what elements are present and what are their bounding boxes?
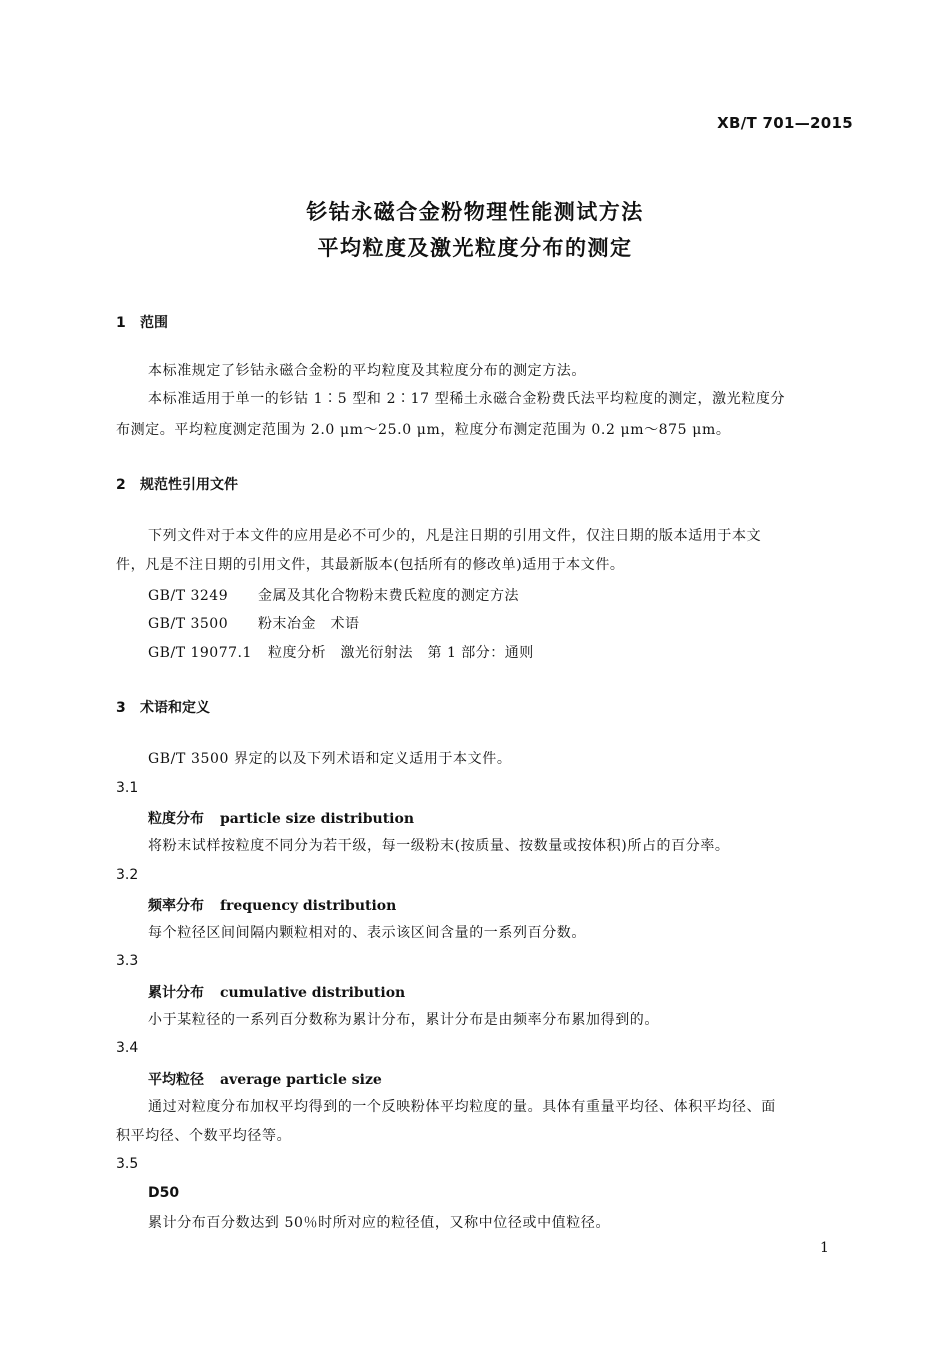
reference-item	[148, 642, 534, 662]
reference-item	[148, 585, 519, 605]
reference-code: GB/T 19077.1	[148, 645, 252, 661]
term-zh: 粒度分布	[148, 811, 204, 827]
section-2-paragraph-line-1: 下列文件对于本文件的应用是必不可少的，凡是注日期的引用文件，仅注日期的版本适用于本文	[148, 528, 762, 544]
section-title: 术语和定义	[140, 700, 210, 716]
term-heading	[148, 982, 405, 1002]
section-title: 范围	[140, 315, 168, 331]
reference-title: 金属及其化合物粉末费氏粒度的测定方法	[258, 588, 519, 604]
term-zh: D50	[148, 1185, 180, 1201]
reference-title: 粉末冶金 术语	[258, 616, 360, 632]
term-en: frequency distribution	[220, 898, 397, 914]
term-heading	[148, 808, 414, 828]
term-heading	[148, 1185, 179, 1201]
reference-item	[148, 613, 360, 633]
section-2-heading	[116, 474, 238, 494]
document-title-line2: 平均粒度及激光粒度分布的测定	[317, 236, 633, 260]
term-number: 3.2	[116, 867, 139, 883]
term-en: cumulative distribution	[220, 985, 406, 1001]
section-number: 2	[116, 477, 126, 493]
section-title: 规范性引用文件	[140, 477, 238, 493]
section-1-paragraph-1: 本标准规定了钐钴永磁合金粉的平均粒度及其粒度分布的测定方法。	[148, 363, 586, 379]
term-definition-line-1: 通过对粒度分布加权平均得到的一个反映粉体平均粒度的量。具体有重量平均径、体积平均径、面	[148, 1099, 776, 1115]
reference-code: GB/T 3249	[148, 588, 229, 604]
section-1-paragraph-2-line-1: 本标准适用于单一的钐钴 1∶5 型和 2∶17 型稀土永磁合金粉费氏法平均粒度的测定，激光粒度分	[148, 391, 786, 407]
page-number: 1	[820, 1240, 829, 1256]
term-definition: 小于某粒径的一系列百分数称为累计分布，累计分布是由频率分布累加得到的。	[148, 1012, 659, 1028]
term-heading	[148, 1069, 382, 1089]
term-number: 3.3	[116, 953, 139, 969]
reference-code: GB/T 3500	[148, 616, 229, 632]
term-zh: 累计分布	[148, 985, 204, 1001]
term-heading	[148, 895, 396, 915]
section-2-paragraph-line-2: 件，凡是不注日期的引用文件，其最新版本(包括所有的修改单)适用于本文件。	[116, 557, 625, 573]
reference-title: 粒度分析 激光衍射法 第 1 部分：通则	[268, 645, 534, 661]
term-number: 3.1	[116, 780, 139, 796]
standard-code: XB/T 701—2015	[717, 114, 853, 132]
term-definition: 将粉末试样按粒度不同分为若干级，每一级粉末(按质量、按数量或按体积)所占的百分率。	[148, 838, 730, 854]
term-definition: 累计分布百分数达到 50％时所对应的粒径值，又称中位径或中值粒径。	[148, 1215, 611, 1231]
section-3-intro: GB/T 3500 界定的以及下列术语和定义适用于本文件。	[148, 751, 512, 767]
section-1-paragraph-2-line-2: 布测定。平均粒度测定范围为 2.0 μm～25.0 μm，粒度分布测定范围为 0.2 μm～875 μm。	[116, 422, 731, 438]
section-number: 3	[116, 700, 126, 716]
section-1-heading	[116, 312, 168, 332]
term-en: average particle size	[220, 1072, 382, 1088]
term-number: 3.5	[116, 1156, 139, 1172]
term-zh: 平均粒径	[148, 1072, 204, 1088]
section-3-heading	[116, 697, 210, 717]
document-title-line1: 钐钴永磁合金粉物理性能测试方法	[306, 200, 644, 224]
term-number: 3.4	[116, 1040, 139, 1056]
section-number: 1	[116, 315, 126, 331]
term-zh: 频率分布	[148, 898, 204, 914]
term-en: particle size distribution	[220, 811, 414, 827]
term-definition-line-2: 积平均径、个数平均径等。	[116, 1128, 292, 1144]
term-definition: 每个粒径区间间隔内颗粒相对的、表示该区间含量的一系列百分数。	[148, 925, 586, 941]
